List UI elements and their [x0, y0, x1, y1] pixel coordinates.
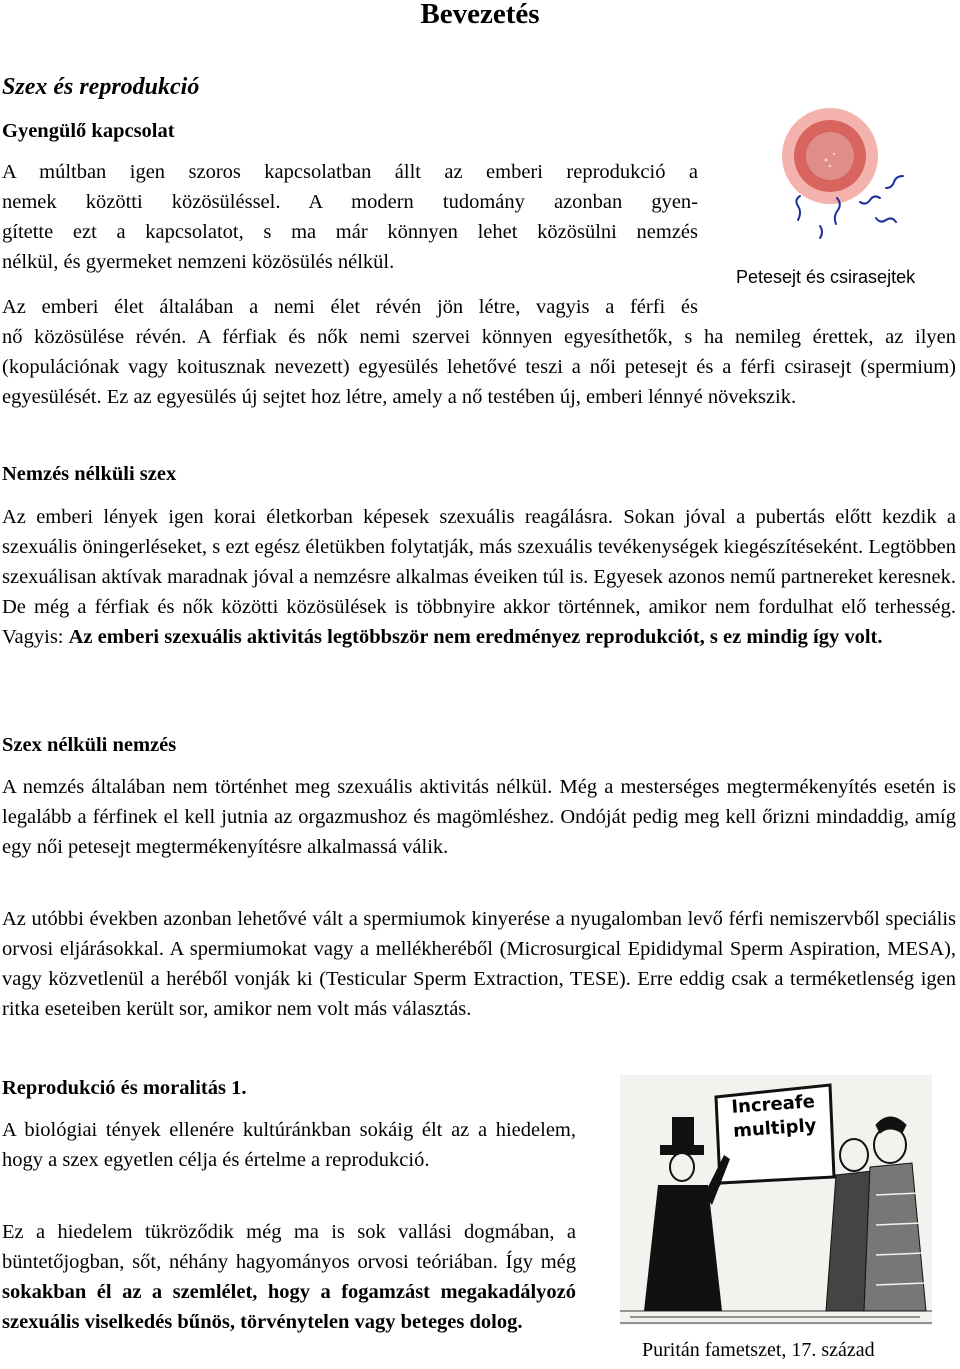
paragraph-human-life [2, 292, 956, 412]
section-title: Szex és reprodukció [2, 74, 200, 100]
heading-szex-nelkuli-nemzes: Szex nélküli nemzés [2, 734, 177, 756]
paragraph-weakening-link [2, 157, 698, 277]
paragraph-sex-without-reproduction [2, 502, 956, 652]
banner-text [722, 1090, 825, 1145]
paragraph-sperm-extraction [2, 904, 956, 1024]
highlighted-statement: sokakban él az a szemlélet, hogy a fogamzást megakadályozó szexuális viselkedés bűnös, törvénytelen vagy beteges dolog. [2, 1281, 576, 1333]
paragraph-reproduction-without-sex [2, 772, 956, 862]
paragraph-text: Ez a hiedelem tükröződik még ma is sok vallási dogmában, a büntetőjogban, sőt, néhány hagyományos orvosi teóriában. Így még [2, 1221, 576, 1273]
paragraph-body [2, 1217, 576, 1337]
highlighted-statement: Az emberi szexuális aktivitás legtöbbször nem eredményez reprodukciót, s ez mindig így volt. [68, 626, 883, 648]
paragraph-line: gítette ezt a kapcsolatot, s ma már könnyen lehet közösülni nemzés [2, 221, 698, 243]
paragraph-line: nemek közötti közösüléssel. A modern tudomány azonban gyen- [2, 191, 698, 213]
page-title: Bevezetés [420, 0, 540, 30]
paragraph-line: A múltban igen szoros kapcsolatban állt az emberi reprodukció a [2, 161, 698, 183]
figure-caption-woodcut: Puritán fametszet, 17. század [642, 1339, 875, 1361]
paragraph-dogma [2, 1217, 576, 1337]
egg-cell-icon [758, 88, 918, 248]
heading-gyengulo-kapcsolat: Gyengülő kapcsolat [2, 120, 175, 142]
banner-line: Increafe [730, 1091, 816, 1118]
egg-and-sperm-illustration [758, 88, 918, 248]
figure-caption-egg-sperm: Petesejt és csirasejtek [736, 267, 916, 287]
paragraph-body [2, 502, 956, 652]
paragraph-line: nélkül, és gyermeket nemzeni közösülés nélkül. [2, 251, 395, 273]
paragraph-line: Az emberi élet általában a nemi élet révén jön létre, vagyis a férfi és [2, 296, 698, 318]
puritan-woodcut-illustration [620, 1075, 932, 1325]
paragraph-body: Az utóbbi években azonban lehetővé vált a spermiumok kinyerése a nyugalomban levő férfi nemiszervből speciális orvosi eljárásokkal. A spermiumokat vagy a mellékheréből (Microsurgical Epididymal Sperm Aspiration, MESA), vagy közvetlenül a heréből vonják ki (Testicular Sperm Extraction, TESE). Erre eddig csak a terméketlenség igen ritka eseteiben került sor, amikor nem volt más választás. [2, 908, 956, 1020]
paragraph-body: A nemzés általában nem történhet meg szexuális aktivitás nélkül. Még a mesterséges megtermékenyítés esetén is legalább a férfinek el kell jutnia az orgazmushoz és magömléshez. Ondóját pedig meg kell őrizni mindaddig, amíg egy női petesejt megtermékenyítésre alkalmassá válik. [2, 776, 956, 858]
banner-line: multiply [732, 1115, 818, 1142]
paragraph-body: nő közösülése révén. A férfiak és nők nemi szervei könnyen egyesíthetők, s ha nemileg érettek, az ilyen (kopulációnak vagy koitusznak nevezett) egyesülés lehetővé teszi a női petesejt és a férfi csirasejt (spermium) egyesülését. Ez az egyesülés új sejtet hoz létre, amely a nő testében új, emberi lénnyé növekszik. [2, 326, 956, 408]
paragraph-body: A biológiai tények ellenére kultúránkban sokáig élt az a hiedelem, hogy a szex egyetlen célja és értelme a reprodukció. [2, 1119, 576, 1171]
paragraph-belief [2, 1115, 576, 1175]
heading-nemzes-nelkuli-szex: Nemzés nélküli szex [2, 463, 177, 485]
paragraph-text: Az emberi lények igen korai életkorban képesek szexuális reagálásra. Sokan jóval a pubertás előtt kezdik a szexuális öningerléseket, s ezt egész életükben folytatják, más szexuális tevékenységek kiegészítéseként. Legtöbben szexuálisan aktívak maradnak jóval a nemzésre alkalmas éveiken túl is. Egyesek azonos nemű partnereket keresnek. De még a férfiak és nők közötti közösülések is többnyire akkor történnek, amikor nem fordulhat elő terhesség. Vagyis: [2, 506, 957, 648]
heading-reprodukcio-es-moralitas: Reprodukció és moralitás 1. [2, 1077, 247, 1099]
